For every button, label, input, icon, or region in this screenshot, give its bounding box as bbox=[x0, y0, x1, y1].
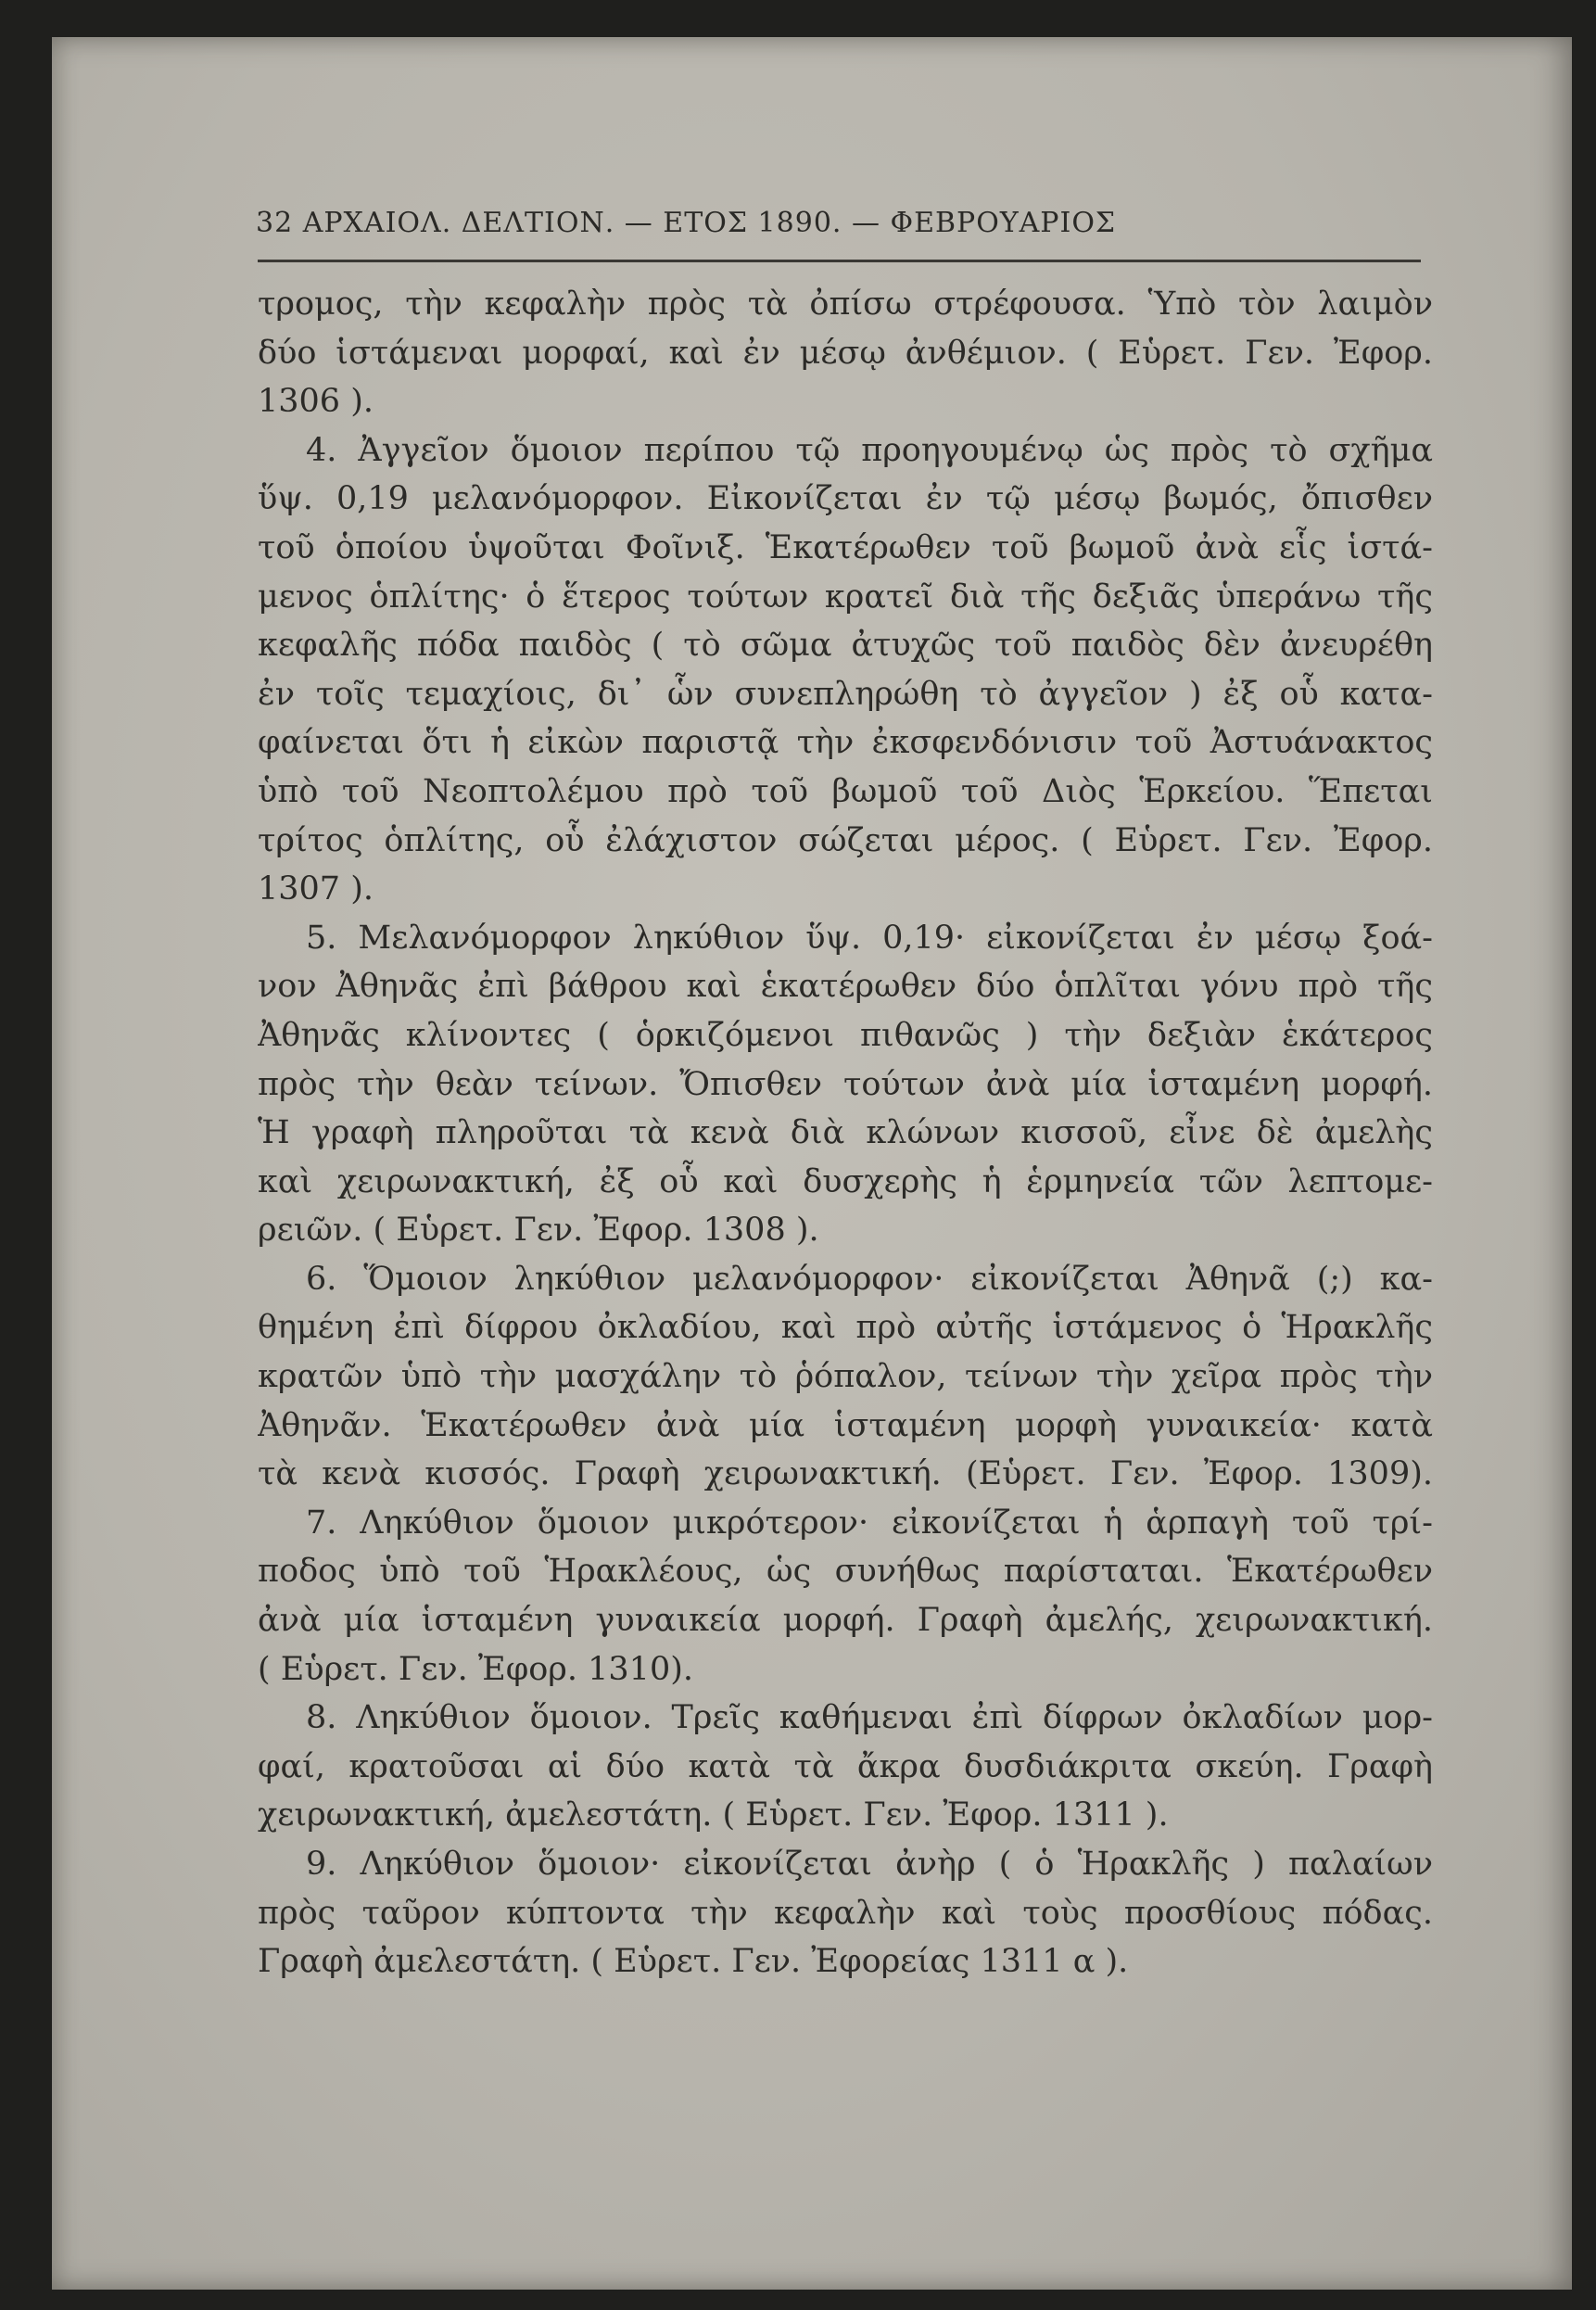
text-line: τὰ κενὰ κισσός. Γραφὴ χειρωνακτική. (Εὑρετ. Γεν. Ἐφορ. 1309). bbox=[258, 1455, 1433, 1493]
text-line: ( Εὑρετ. Γεν. Ἐφορ. 1310). bbox=[258, 1650, 693, 1688]
text-line: Ἀθηνᾶν. Ἑκατέρωθεν ἀνὰ μία ἱσταμένη μορφὴ γυναικεία· κατὰ bbox=[258, 1406, 1433, 1444]
text-line: πρὸς ταῦρον κύπτοντα τὴν κεφαλὴν καὶ τοὺς προσθίους πόδας. bbox=[258, 1894, 1433, 1932]
text-line: τρομος, τὴν κεφαλὴν πρὸς τὰ ὀπίσω στρέφουσα. Ὑπὸ τὸν λαιμὸν bbox=[258, 286, 1433, 323]
text-line: μενος ὁπλίτης· ὁ ἕτερος τούτων κρατεῖ διὰ τῆς δεξιᾶς ὑπεράνω τῆς bbox=[258, 578, 1433, 616]
text-line: τοῦ ὁποίου ὑψοῦται Φοῖνιξ. Ἑκατέρωθεν τοῦ βωμοῦ ἀνὰ εἷς ἱστά- bbox=[258, 528, 1433, 566]
text-line: ποδος ὑπὸ τοῦ Ἡρακλέους, ὡς συνήθως παρίσταται. Ἑκατέρωθεν bbox=[258, 1553, 1433, 1591]
text-line: 1306 ). bbox=[258, 383, 374, 421]
text-line: ὑπὸ τοῦ Νεοπτολέμου πρὸ τοῦ βωμοῦ τοῦ Διὸς Ἑρκείου. Ἕπεται bbox=[258, 772, 1433, 810]
text-line: ἀνὰ μία ἱσταμένη γυναικεία μορφή. Γραφὴ ἀμελής, χειρωνακτική. bbox=[258, 1602, 1433, 1640]
text-line: νον Ἀθηνᾶς ἐπὶ βάθρου καὶ ἑκατέρωθεν δύο ὁπλῖται γόνυ πρὸ τῆς bbox=[258, 968, 1433, 1006]
running-header: 32 ΑΡΧΑΙΟΛ. ΔΕΛΤΙΟΝ. — ΕΤΟΣ 1890. — ΦΕΒΡΟΥΑΡΙΟΣ bbox=[256, 207, 1117, 239]
text-line: Γραφὴ ἀμελεστάτη. ( Εὑρετ. Γεν. Ἐφορείας 1311 α ). bbox=[258, 1943, 1129, 1981]
text-line: 6. Ὅμοιον ληκύθιον μελανόμορφον· εἰκονίζεται Ἀθηνᾶ (;) κα- bbox=[306, 1260, 1433, 1298]
text-line: Ἡ γραφὴ πληροῦται τὰ κενὰ διὰ κλώνων κισσοῦ, εἶνε δὲ ἀμελὴς bbox=[258, 1114, 1433, 1152]
text-line: καὶ χειρωνακτική, ἐξ οὗ καὶ δυσχερὴς ἡ ἑρμηνεία τῶν λεπτομε- bbox=[258, 1162, 1433, 1200]
text-line: Ἀθηνᾶς κλίνοντες ( ὁρκιζόμενοι πιθανῶς ) τὴν δεξιὰν ἑκάτερος bbox=[258, 1016, 1433, 1054]
text-line: 7. Ληκύθιον ὅμοιον μικρότερον· εἰκονίζεται ἡ ἁρπαγὴ τοῦ τρί- bbox=[306, 1504, 1433, 1542]
text-line: φαί, κρατοῦσαι αἱ δύο κατὰ τὰ ἄκρα δυσδιάκριτα σκεύη. Γραφὴ bbox=[258, 1747, 1433, 1785]
text-line: πρὸς τὴν θεὰν τείνων. Ὄπισθεν τούτων ἀνὰ μία ἱσταμένη μορφή. bbox=[258, 1065, 1433, 1103]
text-line: κρατῶν ὑπὸ τὴν μασχάλην τὸ ῥόπαλον, τείνων τὴν χεῖρα πρὸς τὴν bbox=[258, 1358, 1433, 1396]
text-line: 1307 ). bbox=[258, 870, 374, 908]
document-page bbox=[52, 37, 1572, 2290]
text-line: ὕψ. 0,19 μελανόμορφον. Εἰκονίζεται ἐν τῷ μέσῳ βωμός, ὄπισθεν bbox=[258, 480, 1433, 518]
text-line: 9. Ληκύθιον ὅμοιον· εἰκονίζεται ἀνὴρ ( ὁ Ἡρακλῆς ) παλαίων bbox=[306, 1846, 1433, 1883]
text-line: δύο ἱστάμεναι μορφαί, καὶ ἐν μέσῳ ἀνθέμιον. ( Εὑρετ. Γεν. Ἐφορ. bbox=[258, 334, 1433, 372]
text-line: κεφαλῆς πόδα παιδὸς ( τὸ σῶμα ἀτυχῶς τοῦ παιδὸς δὲν ἀνευρέθη bbox=[258, 627, 1433, 665]
text-line: ρειῶν. ( Εὑρετ. Γεν. Ἐφορ. 1308 ). bbox=[258, 1212, 819, 1250]
body-text bbox=[258, 280, 1433, 1986]
text-line: φαίνεται ὅτι ἡ εἰκὼν παριστᾷ τὴν ἐκσφενδόνισιν τοῦ Ἀστυάνακτος bbox=[258, 724, 1433, 762]
header-rule bbox=[258, 260, 1421, 262]
text-line: ἐν τοῖς τεμαχίοις, δι᾽ ὧν συνεπληρώθη τὸ ἀγγεῖον ) ἐξ οὗ κατα- bbox=[258, 675, 1433, 713]
text-line: χειρωνακτική, ἀμελεστάτη. ( Εὑρετ. Γεν. Ἐφορ. 1311 ). bbox=[258, 1796, 1169, 1834]
text-line: τρίτος ὁπλίτης, οὗ ἐλάχιστον σώζεται μέρος. ( Εὑρετ. Γεν. Ἐφορ. bbox=[258, 821, 1433, 859]
text-line: 5. Μελανόμορφον ληκύθιον ὕψ. 0,19· εἰκονίζεται ἐν μέσῳ ξοά- bbox=[306, 919, 1433, 957]
text-line: θημένη ἐπὶ δίφρου ὀκλαδίου, καὶ πρὸ αὐτῆς ἱστάμενος ὁ Ἡρακλῆς bbox=[258, 1309, 1433, 1347]
text-line: 8. Ληκύθιον ὅμοιον. Τρεῖς καθήμεναι ἐπὶ δίφρων ὀκλαδίων μορ- bbox=[306, 1699, 1433, 1737]
text-line: 4. Ἀγγεῖον ὅμοιον περίπου τῷ προηγουμένῳ ὡς πρὸς τὸ σχῆμα bbox=[306, 431, 1433, 469]
